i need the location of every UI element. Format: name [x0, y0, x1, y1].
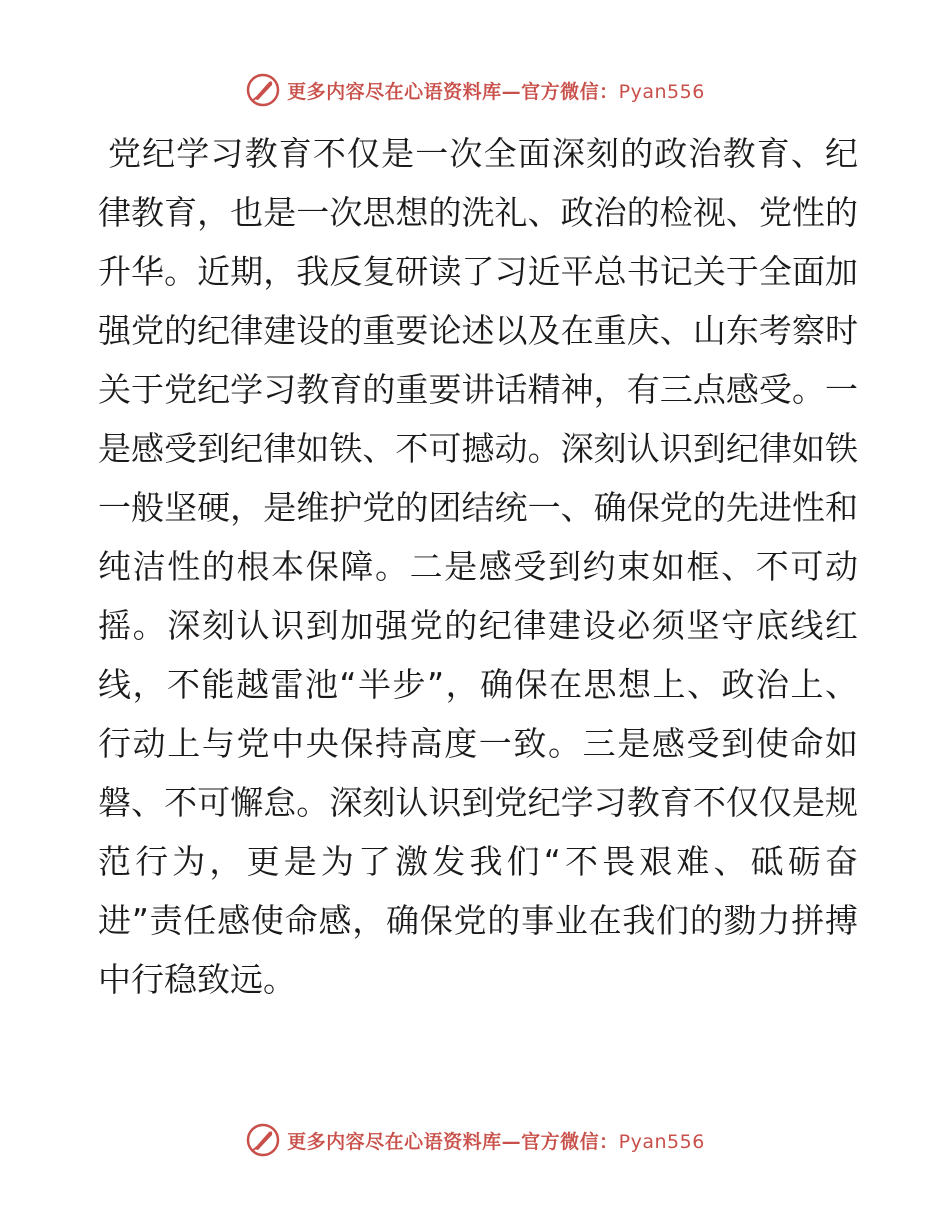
- footer-banner-label: 更多内容尽在心语资料库—官方微信：: [287, 1130, 619, 1153]
- header-banner-label: 更多内容尽在心语资料库—官方微信：: [287, 80, 619, 103]
- body-paragraph: 党纪学习教育不仅是一次全面深刻的政治教育、纪律教育，也是一次思想的洗礼、政治的检视、党性的升华。近期，我反复研读了习近平总书记关于全面加强党的纪律建设的重要论述以及在重庆、山东考察时关于党纪学习教育的重要讲话精神，有三点感受。一是感受到纪律如铁、不可撼动。深刻认识到纪律如铁一般坚硬，是维护党的团结统一、确保党的先进性和纯洁性的根本保障。二是感受到约束如框、不可动摇。深刻认识到加强党的纪律建设必须坚守底线红线，不能越雷池“半步”，确保在思想上、政治上、行动上与党中央保持高度一致。三是感受到使命如磐、不可懈怠。深刻认识到党纪学习教育不仅仅是规范行为，更是为了激发我们“不畏艰难、砥砺奋进”责任感使命感，确保党的事业在我们的勠力拼搏中行稳致远。: [98, 134, 858, 999]
- header-banner-text: [287, 77, 705, 104]
- header-banner: [0, 70, 950, 110]
- header-wechat-id: Pyan556: [618, 80, 705, 103]
- footer-banner: [0, 1120, 950, 1160]
- quill-pen-logo-icon: [245, 1122, 281, 1158]
- footer-banner-text: [287, 1127, 705, 1154]
- quill-pen-logo-icon: [245, 72, 281, 108]
- footer-wechat-id: Pyan556: [618, 1130, 705, 1153]
